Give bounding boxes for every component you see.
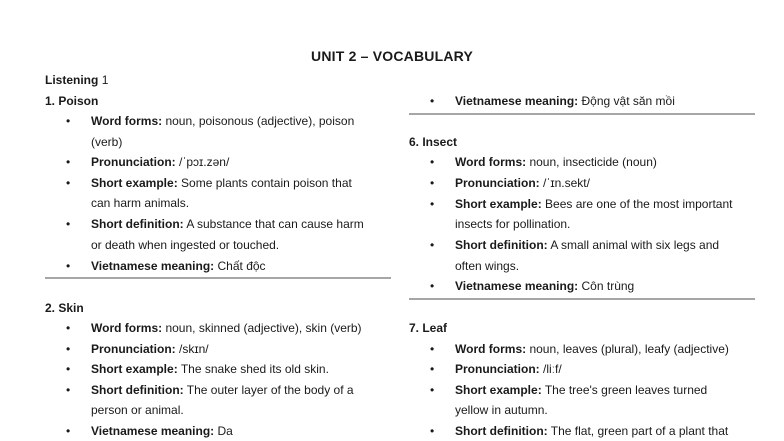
- bullet-icon: •: [430, 238, 435, 252]
- bullet-icon: •: [66, 383, 71, 397]
- text: Bees are one of the most important: [545, 197, 733, 211]
- skin-pronunciation: [91, 339, 209, 359]
- bullet-icon: •: [430, 424, 435, 438]
- page-title: UNIT 2 – VOCABULARY: [311, 48, 473, 64]
- label: Pronunciation:: [455, 176, 540, 190]
- divider: [45, 277, 391, 279]
- bullet-icon: •: [66, 217, 71, 231]
- text: The outer layer of the body of a: [186, 383, 354, 397]
- label: Short definition:: [91, 383, 184, 397]
- insect-word-forms: [455, 152, 657, 172]
- text: The snake shed its old skin.: [180, 362, 329, 376]
- bullet-icon: •: [66, 362, 71, 376]
- text: A substance that can cause harm: [186, 217, 364, 231]
- label: Vietnamese meaning:: [91, 259, 215, 273]
- skin-vietnamese: [91, 421, 233, 441]
- bullet-icon: •: [430, 176, 435, 190]
- label: Short definition:: [455, 424, 548, 438]
- text: A small animal with six legs and: [550, 238, 720, 252]
- section-number: 1: [101, 73, 109, 87]
- leaf-example-cont: yellow in autumn.: [455, 403, 548, 417]
- entry-heading-poison: 1. Poison: [45, 94, 99, 108]
- entry-heading-leaf: 7. Leaf: [409, 321, 448, 335]
- label: Short example:: [455, 383, 542, 397]
- poison-vietnamese: [91, 256, 266, 276]
- poison-pronunciation: [91, 152, 229, 172]
- label: Word forms:: [91, 321, 163, 335]
- bullet-icon: •: [66, 259, 71, 273]
- label: Short definition:: [91, 217, 184, 231]
- leaf-example: [455, 380, 707, 400]
- poison-definition-cont: or death when ingested or touched.: [91, 238, 280, 252]
- bullet-icon: •: [430, 155, 435, 169]
- text: Some plants contain poison that: [181, 176, 352, 190]
- text: /ˈɪn.sekt/: [543, 176, 590, 190]
- text: /ˈpɔɪ.zən/: [179, 155, 230, 169]
- entry-heading-insect: 6. Insect: [409, 135, 458, 149]
- poison-word-forms: [91, 111, 354, 131]
- poison-example: [91, 173, 352, 193]
- bullet-icon: •: [66, 424, 71, 438]
- text: Chất độc: [217, 259, 266, 273]
- bullet-icon: •: [66, 321, 71, 335]
- text: noun, poisonous (adjective), poison: [165, 114, 355, 128]
- label: Short example:: [91, 362, 178, 376]
- label: Pronunciation:: [455, 362, 540, 376]
- bullet-icon: •: [66, 114, 71, 128]
- leaf-definition: [455, 421, 728, 441]
- insect-vietnamese: [455, 276, 634, 296]
- text: Động vật săn mồi: [581, 94, 675, 108]
- label: Pronunciation:: [91, 155, 176, 169]
- divider: [409, 113, 755, 115]
- label: Vietnamese meaning:: [455, 94, 579, 108]
- text: Da: [217, 424, 233, 438]
- insect-example: [455, 194, 732, 214]
- leaf-pronunciation: [455, 359, 562, 379]
- text: noun, leaves (plural), leafy (adjective): [529, 342, 729, 356]
- insect-example-cont: insects for pollination.: [455, 217, 571, 231]
- label: Word forms:: [455, 342, 527, 356]
- text: /skɪn/: [179, 342, 209, 356]
- predator-vietnamese: [455, 91, 675, 111]
- skin-word-forms: [91, 318, 362, 338]
- text: noun, skinned (adjective), skin (verb): [165, 321, 362, 335]
- text: noun, insecticide (noun): [529, 155, 657, 169]
- poison-word-forms-cont: (verb): [91, 135, 123, 149]
- text: Côn trùng: [581, 279, 635, 293]
- label: Short definition:: [455, 238, 548, 252]
- insect-definition: [455, 235, 719, 255]
- section-heading: [45, 70, 108, 90]
- label: Pronunciation:: [91, 342, 176, 356]
- bullet-icon: •: [430, 383, 435, 397]
- bullet-icon: •: [430, 342, 435, 356]
- bullet-icon: •: [66, 155, 71, 169]
- label: Word forms:: [91, 114, 163, 128]
- label: Vietnamese meaning:: [455, 279, 579, 293]
- bullet-icon: •: [66, 176, 71, 190]
- skin-example: [91, 359, 329, 379]
- text: The flat, green part of a plant that: [550, 424, 729, 438]
- label: Short example:: [455, 197, 542, 211]
- label: Vietnamese meaning:: [91, 424, 215, 438]
- section-label: Listening: [45, 73, 99, 87]
- poison-definition: [91, 214, 364, 234]
- skin-definition-cont: person or animal.: [91, 403, 184, 417]
- entry-heading-skin: 2. Skin: [45, 301, 84, 315]
- poison-example-cont: can harm animals.: [91, 196, 190, 210]
- label: Word forms:: [455, 155, 527, 169]
- skin-definition: [91, 380, 354, 400]
- insect-definition-cont: often wings.: [455, 259, 520, 273]
- bullet-icon: •: [430, 94, 435, 108]
- bullet-icon: •: [66, 342, 71, 356]
- text: /liːf/: [543, 362, 562, 376]
- divider: [409, 298, 755, 300]
- leaf-word-forms: [455, 339, 729, 359]
- text: The tree's green leaves turned: [544, 383, 708, 397]
- bullet-icon: •: [430, 279, 435, 293]
- label: Short example:: [91, 176, 178, 190]
- insect-pronunciation: [455, 173, 590, 193]
- bullet-icon: •: [430, 197, 435, 211]
- bullet-icon: •: [430, 362, 435, 376]
